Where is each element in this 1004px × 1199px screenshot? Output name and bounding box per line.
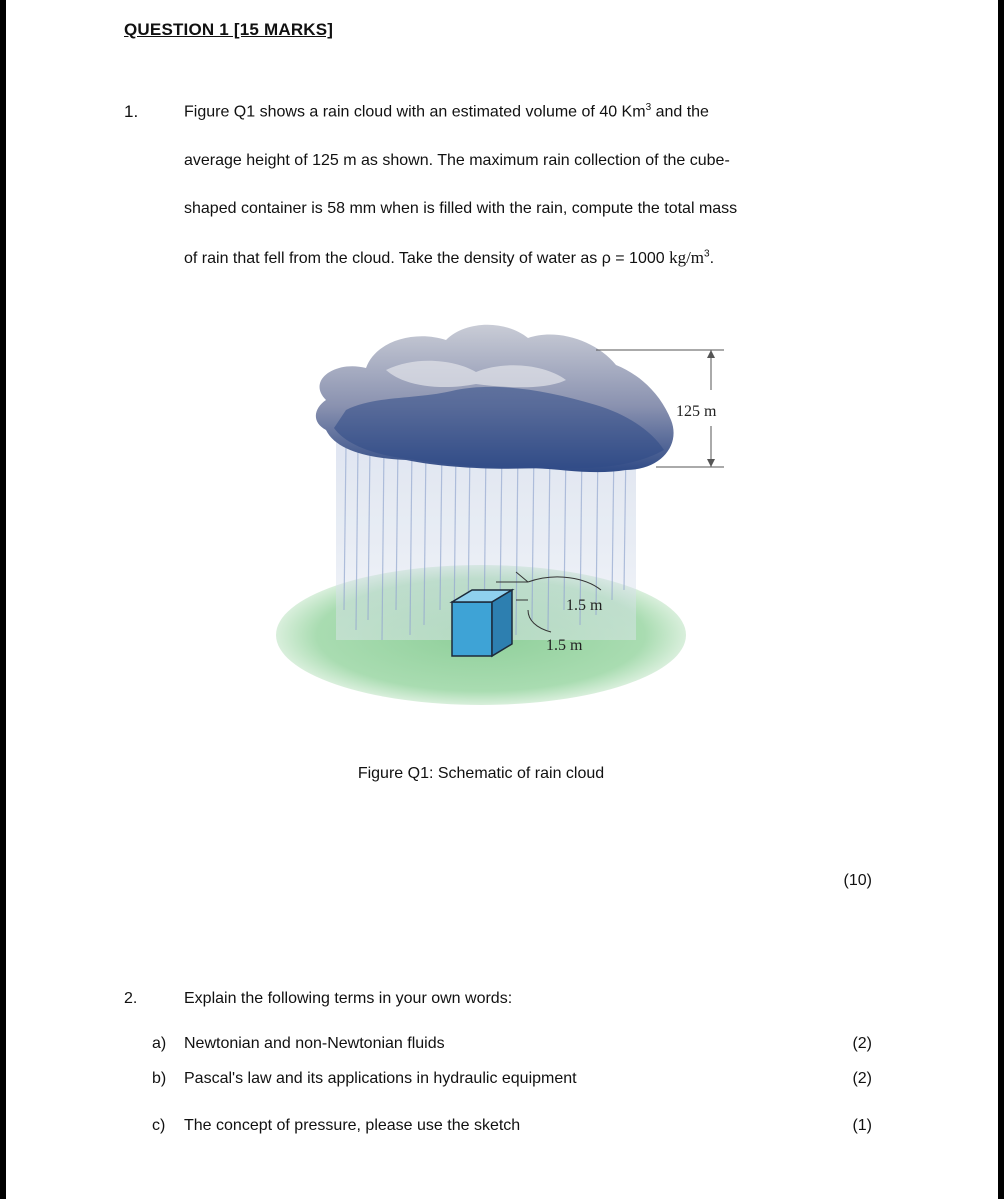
question-2-intro: Explain the following terms in your own words: — [184, 990, 513, 1007]
question-2a-text: Newtonian and non-Newtonian fluids — [184, 1035, 445, 1052]
question-1-number: 1. — [124, 102, 139, 121]
cube-dim-label-1: 1.5 m — [566, 597, 603, 614]
question-1-line-4: of rain that fell from the cloud. Take the density of water as ρ = 1000 $kg/m^3$. — [184, 248, 715, 267]
question-1-marks: (10) — [843, 872, 872, 889]
question-2c-label: c) — [152, 1117, 166, 1134]
height-label: 125 m — [676, 403, 717, 420]
question-1-line-1: Figure Q1 shows a rain cloud with an estimated volume of 40 Km$^3$ and the — [184, 102, 709, 121]
question-2b-label: b) — [152, 1070, 167, 1087]
question-2c-marks: (1) — [852, 1117, 872, 1134]
cube-dim-label-2: 1.5 m — [546, 637, 583, 654]
question-2b-marks: (2) — [852, 1070, 872, 1087]
question-2-number: 2. — [124, 990, 138, 1007]
rain-cloud-figure — [266, 310, 717, 720]
question-2a-marks: (2) — [852, 1035, 872, 1052]
cube-container — [452, 590, 512, 656]
question-2c-text: The concept of pressure, please use the sketch — [184, 1117, 521, 1134]
section-title: QUESTION 1 [15 MARKS] — [124, 20, 334, 39]
question-1-line-2: average height of 125 m as shown. The maximum rain collection of the cube- — [184, 152, 730, 169]
figure-caption: Figure Q1: Schematic of rain cloud — [357, 765, 605, 782]
question-2b-text: Pascal's law and its applications in hydraulic equipment — [184, 1070, 577, 1087]
cloud — [316, 325, 674, 472]
question-1-line-3: shaped container is 58 mm when is filled with the rain, compute the total mass — [184, 200, 738, 217]
question-2a-label: a) — [152, 1035, 167, 1052]
document-page — [6, 0, 998, 1199]
